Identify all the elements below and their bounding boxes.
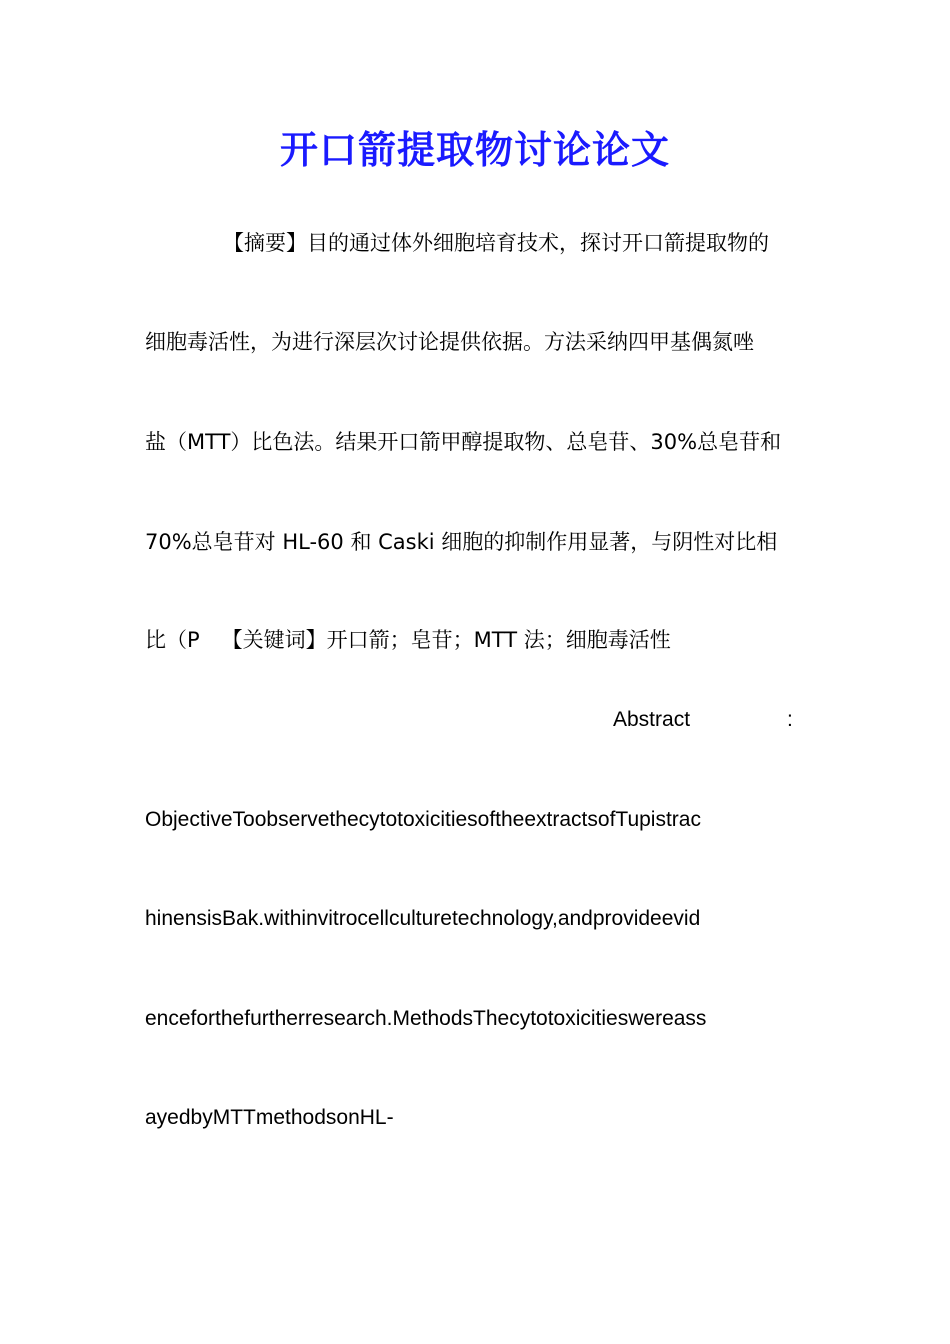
abstract-en-line-2: hinensisBak.withinvitrocellculturetechnology,andprovideevid [145, 907, 701, 930]
abstract-en-label: Abstract [613, 708, 691, 731]
abstract-en-line-1: ObjectiveToobservethecytotoxicitiesoftheextractsofTupistrac [145, 808, 701, 831]
document-title: 开口箭提取物讨论论文 [279, 127, 670, 172]
abstract-cn-line-5-start: 比（P [145, 628, 200, 652]
abstract-cn-line-1: 【摘要】目的通过体外细胞培育技术，探讨开口箭提取物的 [223, 231, 769, 255]
abstract-cn-line-4: 70%总皂苷对 HL-60 和 Caski 细胞的抑制作用显著，与阴性对比相 [145, 530, 778, 554]
abstract-cn-line-3: 盐（MTT）比色法。结果开口箭甲醇提取物、总皂苷、30%总皂苷和 [145, 430, 782, 454]
abstract-cn-line-5 [145, 624, 809, 656]
abstract-cn-line-2: 细胞毒活性，为进行深层次讨论提供依据。方法采纳四甲基偶氮唑 [145, 330, 754, 354]
abstract-en-heading [145, 704, 809, 736]
keywords: 【关键词】开口箭；皂苷；MTT 法；细胞毒活性 [221, 628, 671, 652]
abstract-en-colon: : [787, 708, 793, 731]
abstract-en-line-3: enceforthefurtherresearch.MethodsThecytotoxicitieswereass [145, 1007, 707, 1030]
abstract-en-line-4: ayedbyMTTmethodsonHL- [145, 1106, 394, 1129]
